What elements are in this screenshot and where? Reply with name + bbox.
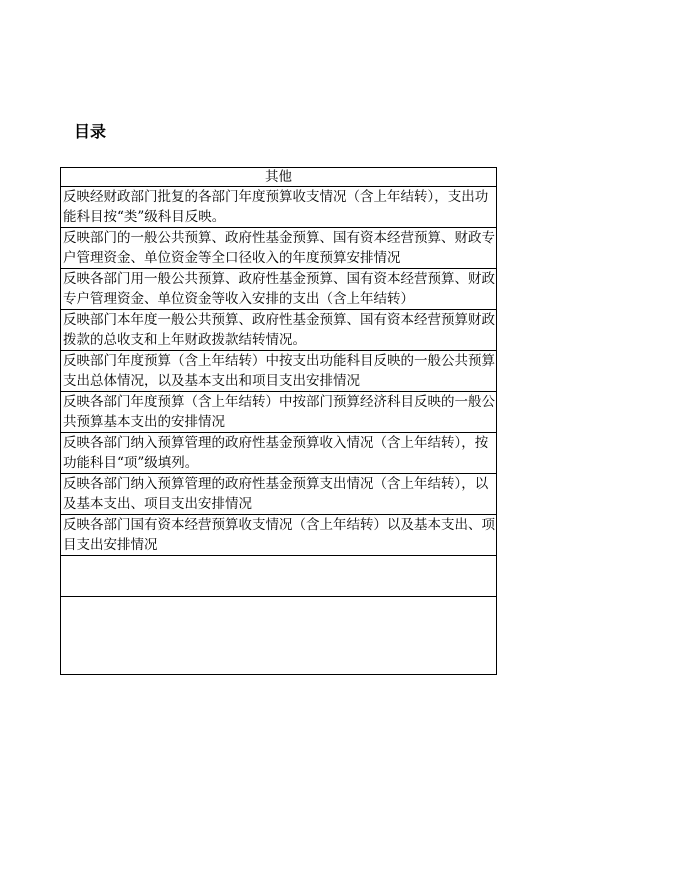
table-row <box>61 269 497 310</box>
table-row <box>61 228 497 269</box>
row-description: 反映部门的一般公共预算、政府性基金预算、国有资本经营预算、财政专户管理资金、单位资金等全口径收入的年度预算安排情况 <box>63 230 495 266</box>
table-cell <box>61 433 497 474</box>
row-description: 反映各部门纳入预算管理的政府性基金预算支出情况（含上年结转），以及基本支出、项目支出安排情况 <box>63 476 489 512</box>
table-header-row <box>61 168 497 187</box>
table-cell <box>61 392 497 433</box>
table-cell <box>61 474 497 515</box>
table-cell <box>61 310 497 351</box>
toc-table <box>60 167 497 675</box>
table-cell <box>61 228 497 269</box>
table-cell <box>61 351 497 392</box>
page-title: 目录 <box>74 122 107 141</box>
row-description: 反映各部门用一般公共预算、政府性基金预算、国有资本经营预算、财政专户管理资金、单位资金等收入安排的支出（含上年结转） <box>63 271 495 307</box>
table-row-empty <box>61 597 497 675</box>
row-description: 反映经财政部门批复的各部门年度预算收支情况（含上年结转），支出功能科目按“类”级科目反映。 <box>63 189 489 225</box>
row-description: 反映各部门国有资本经营预算收支情况（含上年结转）以及基本支出、项目支出安排情况 <box>63 517 495 553</box>
table-cell-empty <box>61 597 497 675</box>
table-row <box>61 187 497 228</box>
row-description: 反映各部门纳入预算管理的政府性基金预算收入情况（含上年结转），按功能科目“项”级填列。 <box>63 435 489 471</box>
row-description: 反映部门本年度一般公共预算、政府性基金预算、国有资本经营预算财政拨款的总收支和上年财政拨款结转情况。 <box>63 312 495 348</box>
row-description: 反映各部门年度预算（含上年结转）中按部门预算经济科目反映的一般公共预算基本支出的安排情况 <box>63 394 495 430</box>
table-cell-empty <box>61 556 497 597</box>
row-description: 反映部门年度预算（含上年结转）中按支出功能科目反映的一般公共预算支出总体情况，以及基本支出和项目支出安排情况 <box>63 353 495 389</box>
table-cell <box>61 269 497 310</box>
table-row <box>61 310 497 351</box>
table-cell <box>61 187 497 228</box>
table-row <box>61 515 497 556</box>
table-row <box>61 433 497 474</box>
table-row <box>61 351 497 392</box>
table-row-empty <box>61 556 497 597</box>
table-cell <box>61 515 497 556</box>
table-header-cell: 其他 <box>61 168 497 187</box>
table-row <box>61 474 497 515</box>
table-row <box>61 392 497 433</box>
